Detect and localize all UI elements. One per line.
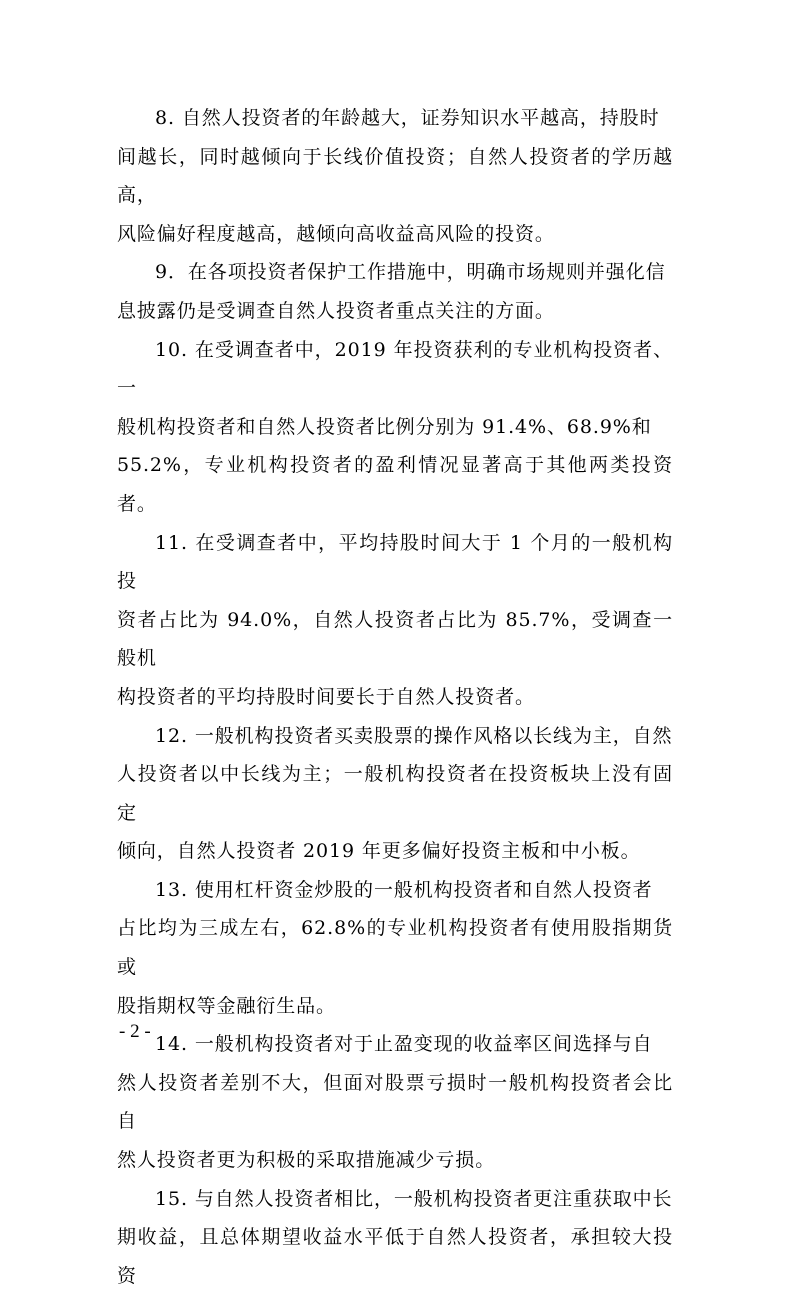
paragraph-line: 倾向，自然人投资者 2019 年更多偏好投资主板和中小板。 [117, 840, 641, 863]
paragraph-13 [117, 871, 673, 1025]
paragraph-15 [117, 1180, 673, 1295]
paragraph-line: 11. 在受调查者中，平均持股时间大于 1 个月的一般机构投 [117, 531, 673, 593]
paragraph-10 [117, 331, 673, 524]
paragraph-line: 12. 一般机构投资者买卖股票的操作风格以长线为主，自然 [155, 724, 673, 747]
paragraph-line: 般机构投资者和自然人投资者比例分别为 91.4%、68.9%和 [117, 415, 652, 438]
body-text [117, 99, 673, 1295]
paragraph-line: 风险偏好程度越高，越倾向高收益高风险的投资。 [117, 222, 555, 245]
paragraph-line: 期收益，且总体期望收益水平低于自然人投资者，承担较大投资 [117, 1226, 673, 1287]
paragraph-line: 8. 自然人投资者的年龄越大，证券知识水平越高，持股时 [155, 107, 660, 129]
paragraph-line: 9．在各项投资者保护工作措施中，明确市场规则并强化信 [155, 261, 666, 284]
paragraph-line: 然人投资者差别不大，但面对股票亏损时一般机构投资者会比自 [117, 1071, 673, 1133]
paragraph-11 [117, 524, 673, 717]
paragraph-line: 10. 在受调查者中，2019 年投资获利的专业机构投资者、一 [117, 338, 673, 400]
paragraph-line: 息披露仍是受调查自然人投资者重点关注的方面。 [117, 299, 555, 322]
paragraph-12 [117, 717, 673, 871]
paragraph-line: 15. 与自然人投资者相比，一般机构投资者更注重获取中长 [155, 1187, 673, 1210]
paragraph-line: 股指期权等金融衍生品。 [117, 994, 336, 1017]
paragraph-line: 间越长，同时越倾向于长线价值投资；自然人投资者的学历越高， [117, 145, 673, 207]
paragraph-line: 14. 一般机构投资者对于止盈变现的收益率区间选择与自 [155, 1033, 653, 1056]
paragraph-line: 构投资者的平均持股时间要长于自然人投资者。 [117, 685, 535, 708]
paragraph-line: 55.2%，专业机构投资者的盈利情况显著高于其他两类投资者。 [117, 454, 673, 515]
paragraph-line: 13. 使用杠杆资金炒股的一般机构投资者和自然人投资者 [155, 878, 653, 901]
page-number: - 2 - [119, 1021, 151, 1042]
paragraph-line: 资者占比为 94.0%，自然人投资者占比为 85.7%，受调查一般机 [117, 608, 673, 670]
paragraph-8 [117, 99, 673, 253]
paragraph-9 [117, 253, 673, 330]
paragraph-line: 人投资者以中长线为主；一般机构投资者在投资板块上没有固定 [117, 763, 673, 824]
paragraph-14 [117, 1025, 673, 1179]
paragraph-line: 占比均为三成左右，62.8%的专业机构投资者有使用股指期货或 [117, 917, 673, 979]
paragraph-line: 然人投资者更为积极的采取措施减少亏损。 [117, 1149, 496, 1172]
